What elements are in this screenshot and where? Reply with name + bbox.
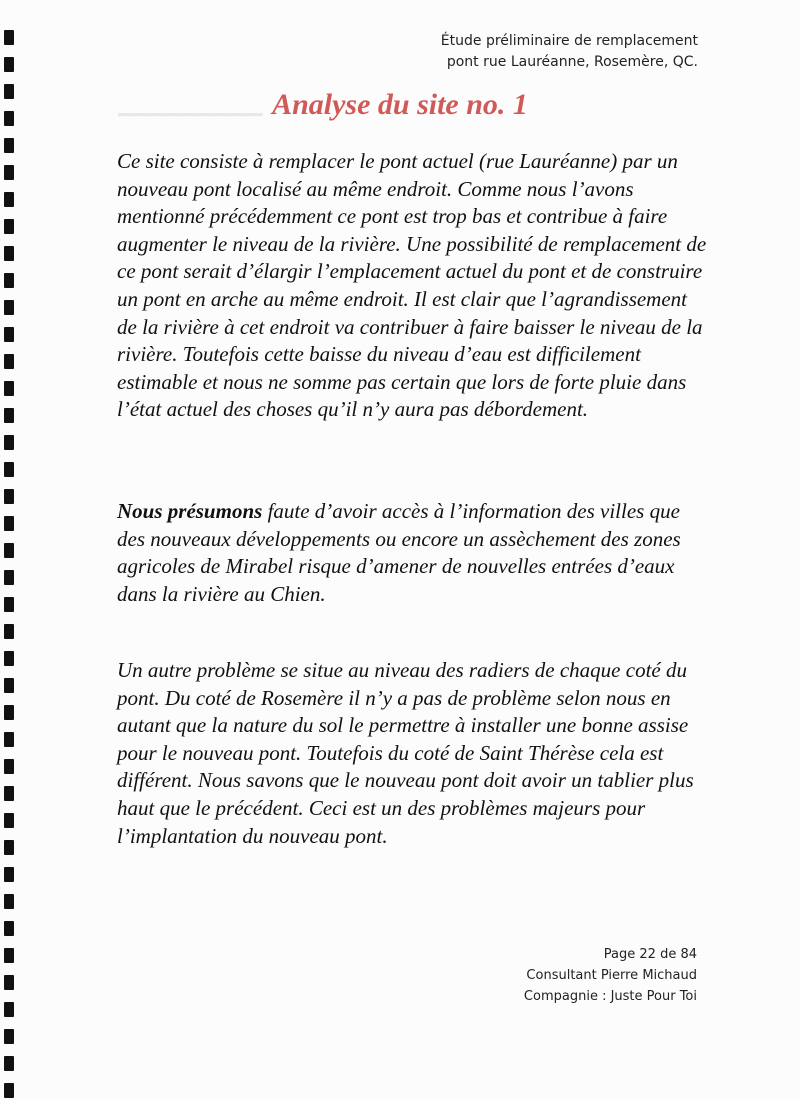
binding-hole [4,948,14,963]
binding-hole [4,273,14,288]
paragraph-2-text: faute d’avoir accès à l’information des villes que des nouveaux développements ou encore un assèchement des zones agricoles de Mirabel risque d’amener de nouvelles entrées d’eaux dans la rivière au Chien. [117,499,681,606]
page-footer [524,944,697,1007]
binding-hole [4,300,14,315]
binding-hole [4,408,14,423]
header-line-1: Étude préliminaire de remplacement [440,33,698,49]
binding-hole [4,867,14,882]
binding-hole [4,192,14,207]
binding-hole [4,165,14,180]
binding-hole [4,435,14,450]
binding-hole [4,57,14,72]
binding-hole [4,1029,14,1044]
binding-hole [4,678,14,693]
binding-hole [4,705,14,720]
binding-hole [4,894,14,909]
binding-hole [4,327,14,342]
paragraph-2 [117,498,707,608]
binding-hole [4,381,14,396]
header-line-2: pont rue Lauréanne, Rosemère, QC. [446,54,698,70]
paragraph-1: Ce site consiste à remplacer le pont actuel (rue Lauréanne) par un nouveau pont localisé au même endroit. Comme nous l’avons mentionné précédemment ce pont est trop bas et contribue à faire augmenter le niveau de la rivière. Une possibilité de remplacement de ce pont serait d’élargir l’emplacement actuel du pont et de construire un pont en arche au même endroit. Il est clair que l’agrandissement de la rivière à cet endroit va contribuer à faire baisser le niveau de la rivière. Toutefois cette baisse du niveau d’eau est difficilement estimable et nous ne somme pas certain que lors de forte pluie dans l’état actuel des choses qu’il n’y aura pas débordement. [117,149,707,422]
binding-hole [4,543,14,558]
binding-hole [4,975,14,990]
binding-hole [4,813,14,828]
footer-consultant: Consultant Pierre Michaud [526,968,697,983]
binding-hole [4,489,14,504]
binding-hole [4,1002,14,1017]
page-number: Page 22 de 84 [603,947,697,962]
binding-hole [4,246,14,261]
binding-hole [4,759,14,774]
binding-hole [4,597,14,612]
binding-hole [4,786,14,801]
binding-hole [4,138,14,153]
binding-hole [4,30,14,45]
bleed-through: ▁▁▁▁▁▁▁▁▁ [118,92,264,116]
spiral-binding [0,0,22,1100]
page-header [441,31,698,73]
binding-hole [4,840,14,855]
binding-hole [4,462,14,477]
binding-hole [4,1056,14,1071]
binding-hole [4,1083,14,1098]
binding-hole [4,651,14,666]
binding-hole [4,516,14,531]
binding-hole [4,354,14,369]
binding-hole [4,732,14,747]
binding-hole [4,219,14,234]
paragraph-2-bold-lead: Nous présumons [117,499,263,523]
binding-hole [4,570,14,585]
binding-hole [4,624,14,639]
binding-hole [4,921,14,936]
section-title: Analyse du site no. 1 [272,88,528,121]
footer-company: Compagnie : Juste Pour Toi [523,989,697,1004]
paragraph-3: Un autre problème se situe au niveau des radiers de chaque coté du pont. Du coté de Rosemère il n’y a pas de problème selon nous en autant que la nature du sol le permettre à installer une bonne assise pour le nouveau pont. Toutefois du coté de Saint Thérèse cela est différent. Nous savons que le nouveau pont doit avoir un tablier plus haut que le précédent. Ceci est un des problèmes majeurs pour l’implantation du nouveau pont. [117,658,694,848]
